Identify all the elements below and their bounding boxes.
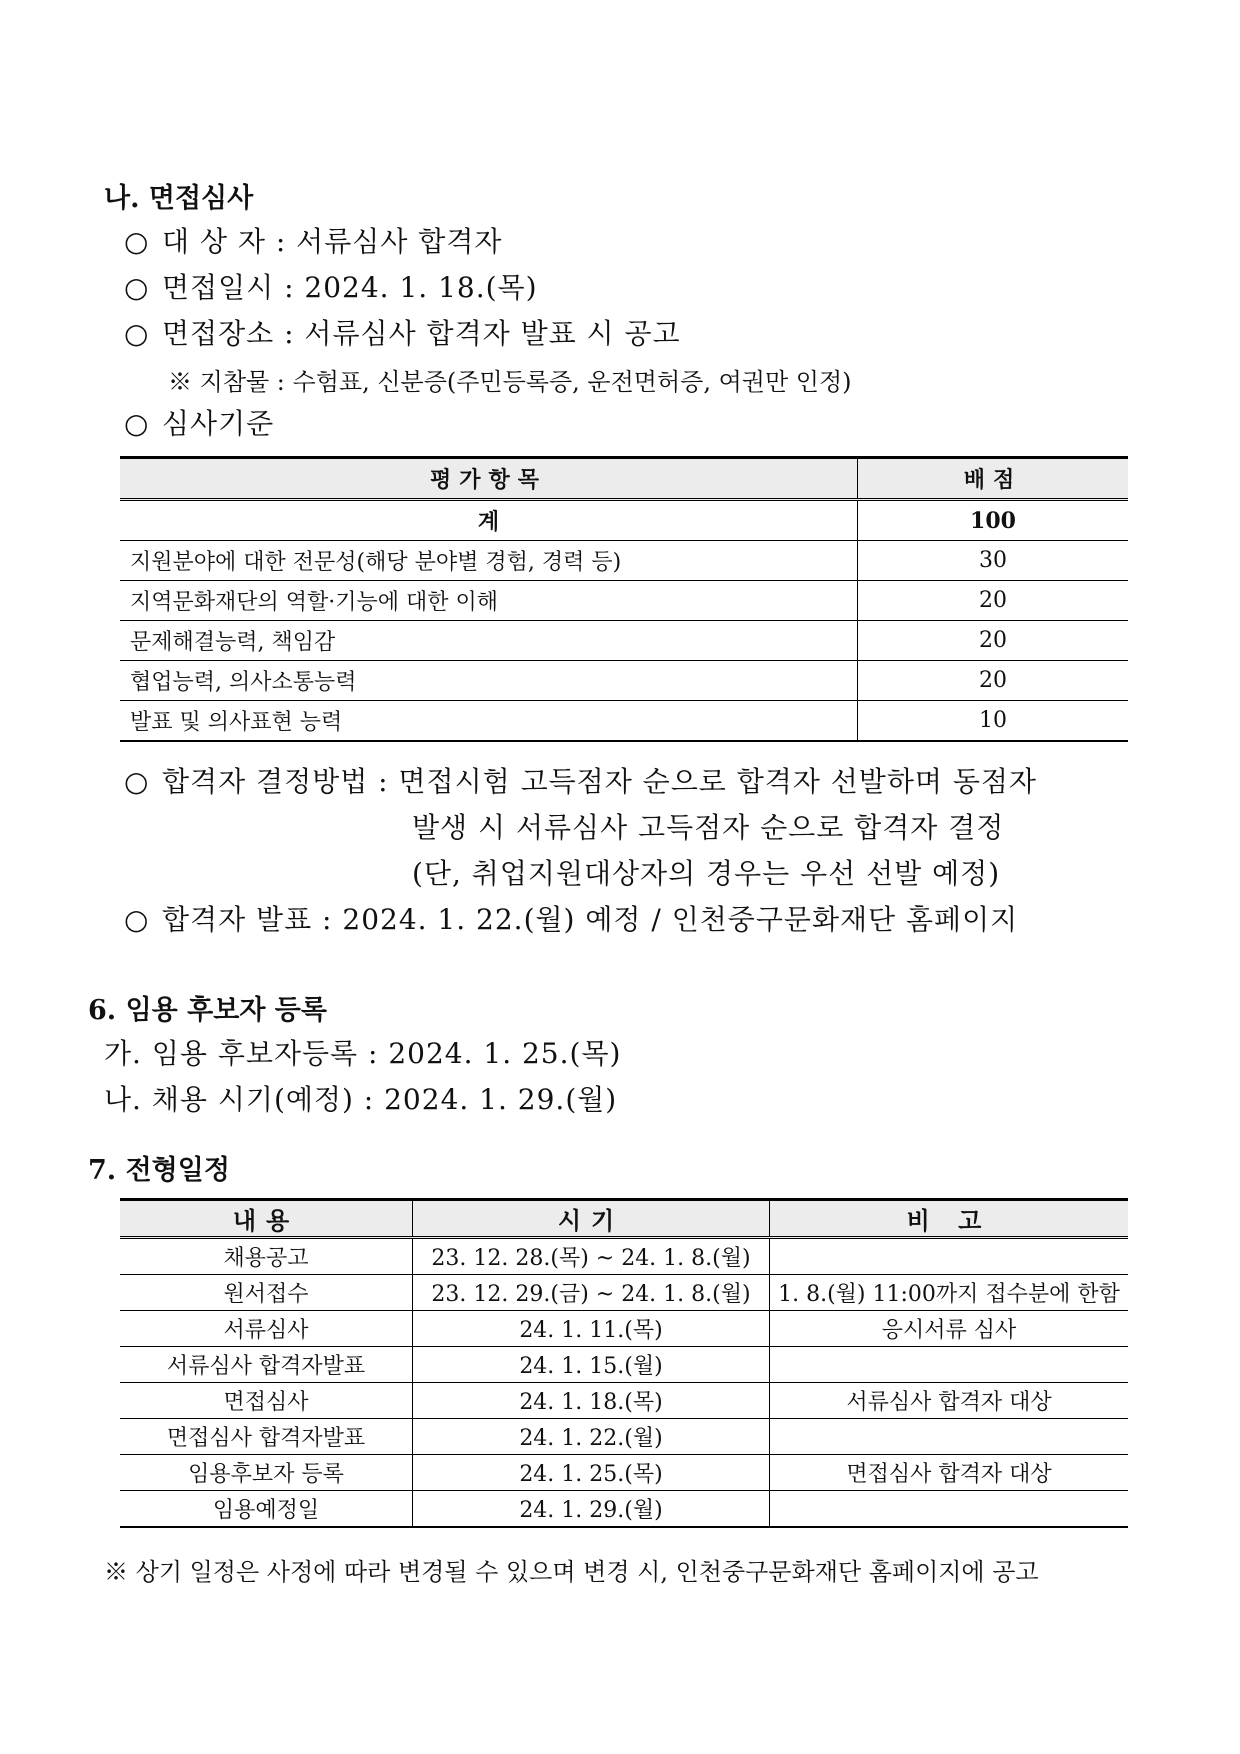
schedule-note bbox=[770, 1238, 1129, 1275]
eval-score: 20 bbox=[858, 661, 1129, 701]
criteria-line bbox=[124, 402, 274, 442]
table-row bbox=[120, 1419, 1128, 1455]
eval-item: 문제해결능력, 책임감 bbox=[120, 621, 858, 661]
schedule-content: 면접심사 bbox=[120, 1383, 413, 1419]
table-row bbox=[120, 1491, 1128, 1528]
schedule-content: 임용후보자 등록 bbox=[120, 1455, 413, 1491]
schedule-note bbox=[770, 1347, 1129, 1383]
header-score: 배점 bbox=[858, 458, 1129, 500]
eval-item: 지원분야에 대한 전문성(해당 분야별 경험, 경력 등) bbox=[120, 541, 858, 581]
schedule-content: 원서접수 bbox=[120, 1275, 413, 1311]
decision-line-3: (단, 취업지원대상자의 경우는 우선 선발 예정) bbox=[412, 857, 1001, 890]
eval-score: 20 bbox=[858, 621, 1129, 661]
schedule-content: 채용공고 bbox=[120, 1238, 413, 1275]
bullet-icon: ○ bbox=[124, 765, 150, 798]
eval-item: 협업능력, 의사소통능력 bbox=[120, 661, 858, 701]
section-heading-interview: 나. 면접심사 bbox=[104, 183, 254, 214]
table-header-row bbox=[120, 458, 1128, 500]
announce-text: 합격자 발표 : 2024. 1. 22.(월) 예정 / 인천중구문화재단 홈페이지 bbox=[162, 903, 1019, 936]
table-row bbox=[120, 1311, 1128, 1347]
announce-line bbox=[124, 898, 1018, 938]
schedule-period: 24. 1. 11.(목) bbox=[413, 1311, 770, 1347]
schedule-note: 응시서류 심사 bbox=[770, 1311, 1129, 1347]
schedule-note: 면접심사 합격자 대상 bbox=[770, 1455, 1129, 1491]
hiring-date: 나. 채용 시기(예정) : 2024. 1. 29.(월) bbox=[104, 1083, 618, 1116]
eval-item: 지역문화재단의 역할·기능에 대한 이해 bbox=[120, 581, 858, 621]
schedule-content: 서류심사 bbox=[120, 1311, 413, 1347]
schedule-note: 1. 8.(월) 11:00까지 접수분에 한함 bbox=[770, 1275, 1129, 1311]
bullet-icon: ○ bbox=[124, 407, 150, 440]
table-row bbox=[120, 581, 1128, 621]
interview-target: 대 상 자 : 서류심사 합격자 bbox=[162, 225, 503, 258]
schedule-table bbox=[120, 1198, 1128, 1528]
table-row bbox=[120, 1455, 1128, 1491]
bullet-icon: ○ bbox=[124, 317, 150, 350]
section-heading-6: 6. 임용 후보자 등록 bbox=[88, 995, 327, 1026]
schedule-note: 서류심사 합격자 대상 bbox=[770, 1383, 1129, 1419]
schedule-period: 24. 1. 25.(목) bbox=[413, 1455, 770, 1491]
bullet-icon: ○ bbox=[124, 271, 150, 304]
interview-place: 면접장소 : 서류심사 합격자 발표 시 공고 bbox=[162, 317, 681, 350]
interview-target-line bbox=[124, 220, 502, 260]
schedule-note bbox=[770, 1419, 1129, 1455]
table-row bbox=[120, 621, 1128, 661]
schedule-period: 23. 12. 28.(목) ~ 24. 1. 8.(월) bbox=[413, 1238, 770, 1275]
header-eval-item: 평가항목 bbox=[120, 458, 858, 500]
interview-date: 면접일시 : 2024. 1. 18.(목) bbox=[162, 271, 538, 304]
decision-line-2: 발생 시 서류심사 고득점자 순으로 합격자 결정 bbox=[412, 811, 1005, 844]
schedule-period: 24. 1. 29.(월) bbox=[413, 1491, 770, 1528]
section-heading-7: 7. 전형일정 bbox=[88, 1155, 230, 1186]
total-row bbox=[120, 500, 1128, 541]
schedule-note bbox=[770, 1491, 1129, 1528]
schedule-content: 면접심사 합격자발표 bbox=[120, 1419, 413, 1455]
decision-method: 합격자 결정방법 : 면접시험 고득점자 순으로 합격자 선발하며 동점자 bbox=[162, 765, 1037, 798]
header-period: 시기 bbox=[413, 1200, 770, 1238]
table-row bbox=[120, 701, 1128, 742]
header-content: 내용 bbox=[120, 1200, 413, 1238]
schedule-footnote: ※ 상기 일정은 사정에 따라 변경될 수 있으며 변경 시, 인천중구문화재단 홈페이지에 공고 bbox=[104, 1558, 1039, 1586]
decision-line-1 bbox=[124, 760, 1037, 800]
schedule-period: 24. 1. 15.(월) bbox=[413, 1347, 770, 1383]
schedule-period: 23. 12. 29.(금) ~ 24. 1. 8.(월) bbox=[413, 1275, 770, 1311]
evaluation-criteria-table bbox=[120, 456, 1128, 742]
table-row bbox=[120, 661, 1128, 701]
eval-score: 20 bbox=[858, 581, 1129, 621]
schedule-content: 서류심사 합격자발표 bbox=[120, 1347, 413, 1383]
total-label: 계 bbox=[120, 500, 858, 541]
table-header-row bbox=[120, 1200, 1128, 1238]
interview-place-line bbox=[124, 312, 681, 352]
criteria-label: 심사기준 bbox=[162, 407, 275, 440]
total-score: 100 bbox=[858, 500, 1129, 541]
eval-score: 10 bbox=[858, 701, 1129, 742]
table-row bbox=[120, 1238, 1128, 1275]
table-row bbox=[120, 1383, 1128, 1419]
table-row bbox=[120, 541, 1128, 581]
table-row bbox=[120, 1275, 1128, 1311]
schedule-period: 24. 1. 18.(목) bbox=[413, 1383, 770, 1419]
eval-item: 발표 및 의사표현 능력 bbox=[120, 701, 858, 742]
items-note: ※ 지참물 : 수험표, 신분증(주민등록증, 운전면허증, 여권만 인정) bbox=[168, 368, 852, 396]
header-note: 비 고 bbox=[770, 1200, 1129, 1238]
eval-score: 30 bbox=[858, 541, 1129, 581]
table-row bbox=[120, 1347, 1128, 1383]
bullet-icon: ○ bbox=[124, 225, 150, 258]
interview-date-line bbox=[124, 266, 538, 306]
bullet-icon: ○ bbox=[124, 903, 150, 936]
registration-date: 가. 임용 후보자등록 : 2024. 1. 25.(목) bbox=[104, 1037, 622, 1070]
schedule-period: 24. 1. 22.(월) bbox=[413, 1419, 770, 1455]
schedule-content: 임용예정일 bbox=[120, 1491, 413, 1528]
